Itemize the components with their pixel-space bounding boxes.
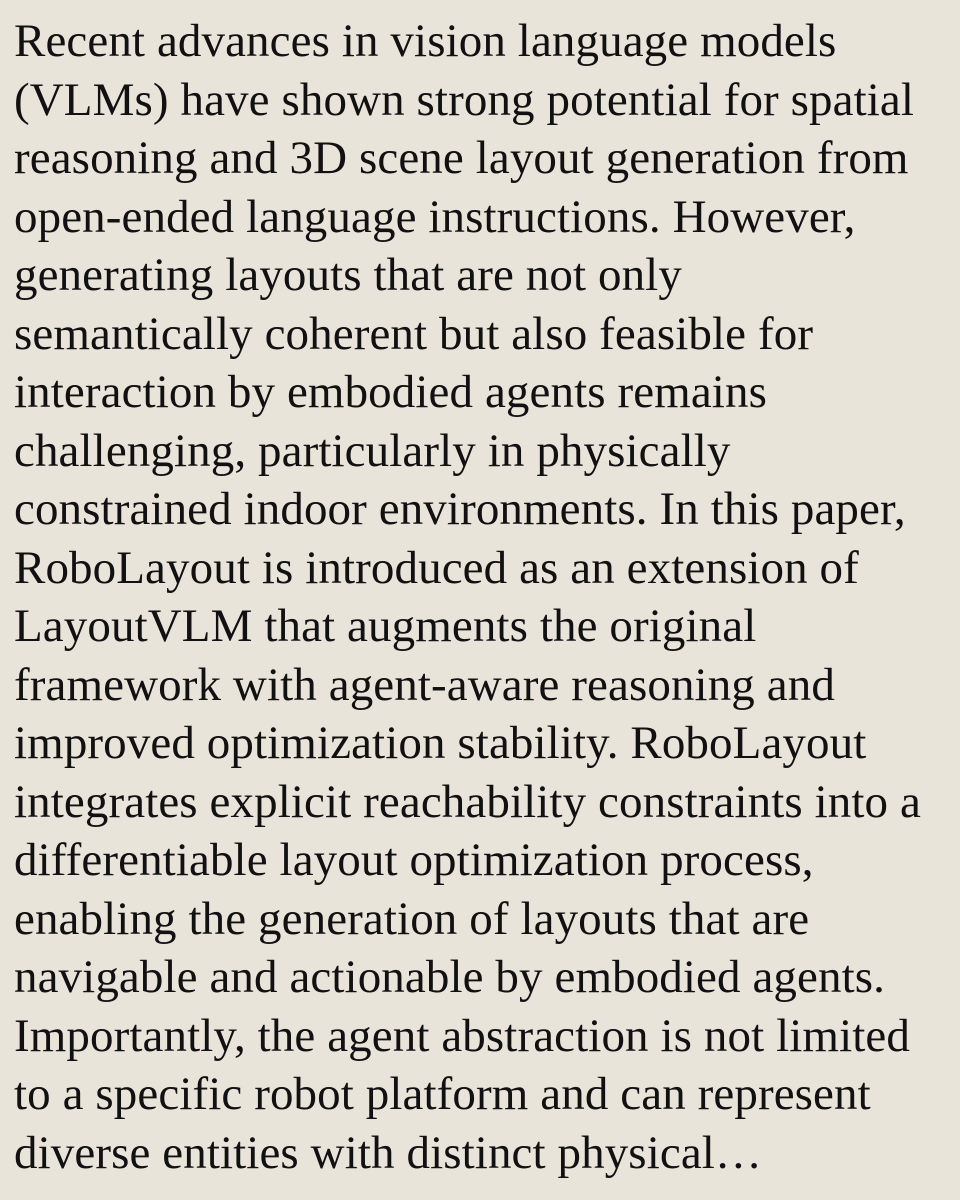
abstract-line: LayoutVLM that augments the original xyxy=(14,600,757,652)
abstract-line: interaction by embodied agents remains xyxy=(14,366,767,418)
abstract-line: Importantly, the agent abstraction is not limited xyxy=(14,1009,910,1062)
abstract-line: constrained indoor environments. In this paper, xyxy=(14,483,906,535)
abstract-line: Recent advances in vision language models xyxy=(14,15,837,67)
abstract-text xyxy=(14,12,950,1182)
abstract-line: generating layouts that are not only xyxy=(14,249,682,301)
abstract-line: semantically coherent but also feasible for xyxy=(14,307,814,360)
abstract-line: navigable and actionable by embodied agents. xyxy=(14,951,885,1003)
abstract-line: integrates explicit reachability constraints into a xyxy=(14,775,921,828)
abstract-line: diverse entities with distinct physical… xyxy=(14,1126,763,1179)
abstract-line: enabling the generation of layouts that are xyxy=(14,892,810,945)
abstract-line: framework with agent-aware reasoning and xyxy=(14,658,835,711)
abstract-line: challenging, particularly in physically xyxy=(14,424,731,477)
abstract-line: to a specific robot platform and can represent xyxy=(14,1068,871,1120)
abstract-line: differentiable layout optimization process, xyxy=(14,834,814,886)
abstract-line: open-ended language instructions. However, xyxy=(14,190,856,243)
abstract-line: (VLMs) have shown strong potential for spatial xyxy=(14,73,915,126)
abstract-line: RoboLayout is introduced as an extension of xyxy=(14,541,859,594)
abstract-line: improved optimization stability. RoboLayout xyxy=(14,717,867,769)
abstract-line: reasoning and 3D scene layout generation from xyxy=(14,132,909,184)
